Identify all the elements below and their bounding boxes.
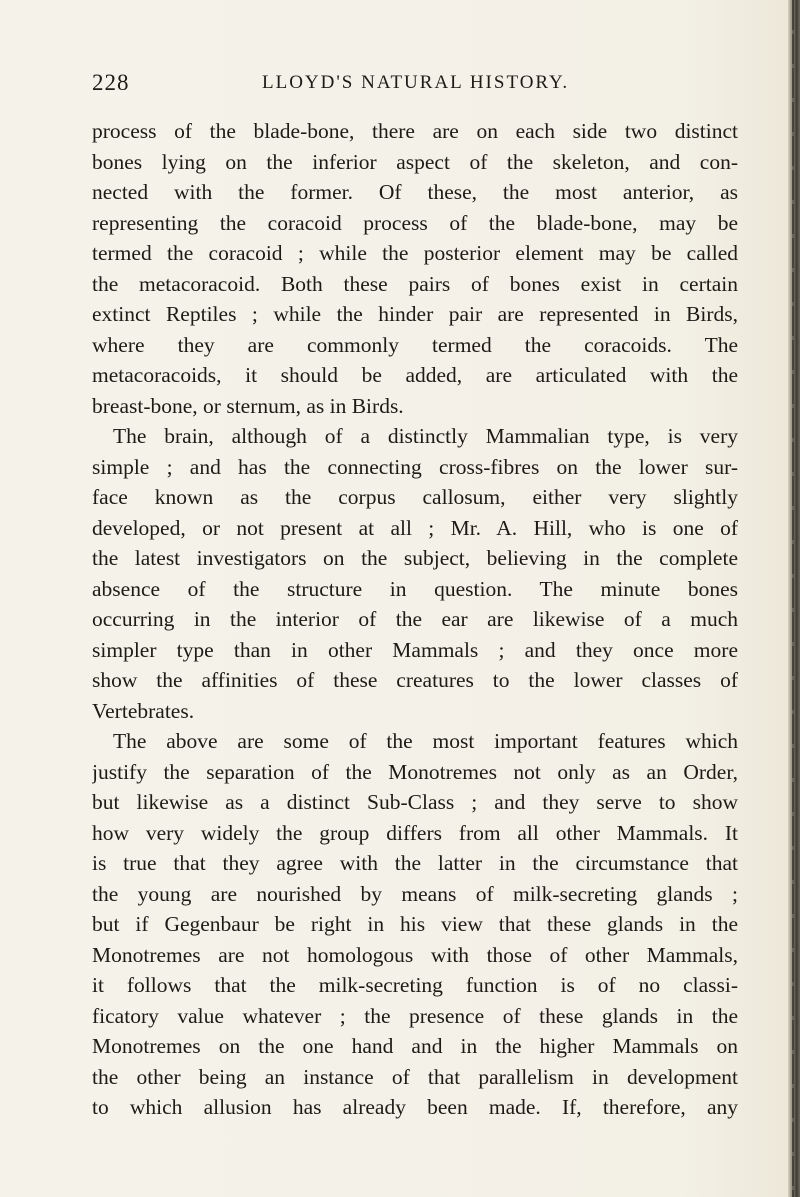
text-line: where they are commonly termed the coracoids. The bbox=[92, 332, 738, 357]
text-line: absence of the structure in question. The minute bones bbox=[92, 576, 738, 601]
text-line: ficatory value whatever ; the presence of these glands in the bbox=[92, 1003, 738, 1028]
text-line: occurring in the interior of the ear are likewise of a much bbox=[92, 607, 738, 631]
text-line: show the affinities of these creatures to the lower classes of bbox=[92, 668, 738, 692]
body-text bbox=[92, 116, 738, 1123]
text-line: how very widely the group differs from all other Mammals. It bbox=[92, 820, 738, 845]
text-line: to which allusion has already been made. If, therefore, any bbox=[92, 1095, 738, 1119]
text-line: the other being an instance of that parallelism in development bbox=[92, 1064, 738, 1089]
text-line: the young are nourished by means of milk-secreting glands ; bbox=[92, 881, 738, 906]
page-header bbox=[92, 70, 738, 98]
text-line: metacoracoids, it should be added, are articulated with the bbox=[92, 363, 738, 387]
text-line: process of the blade-bone, there are on each side two distinct bbox=[92, 119, 738, 143]
text-line: representing the coracoid process of the blade-bone, may be bbox=[92, 210, 738, 235]
text-line: it follows that the milk-secreting function is of no classi- bbox=[92, 973, 738, 997]
paragraph-first-line: The brain, although of a distinctly Mammalian type, is very bbox=[113, 424, 738, 448]
paragraph-last-line: breast-bone, or sternum, as in Birds. bbox=[92, 393, 404, 418]
text-line: simple ; and has the connecting cross-fibres on the lower sur- bbox=[92, 454, 738, 479]
text-line: the latest investigators on the subject, believing in the complete bbox=[92, 546, 738, 570]
text-line: Monotremes on the one hand and in the higher Mammals on bbox=[92, 1034, 738, 1058]
text-line: bones lying on the inferior aspect of the skeleton, and con- bbox=[92, 149, 738, 174]
text-line: nected with the former. Of these, the most anterior, as bbox=[92, 180, 738, 204]
text-line: Monotremes are not homologous with those of other Mammals, bbox=[92, 942, 738, 967]
text-line: but likewise as a distinct Sub-Class ; and they serve to show bbox=[92, 790, 738, 814]
text-line: extinct Reptiles ; while the hinder pair are represented in Birds, bbox=[92, 302, 738, 326]
paragraph-last-line: Vertebrates. bbox=[92, 698, 195, 723]
book-binding-edge bbox=[788, 0, 800, 1197]
text-line: simpler type than in other Mammals ; and they once more bbox=[92, 637, 738, 662]
text-line: termed the coracoid ; while the posterior element may be called bbox=[92, 241, 738, 265]
page-number: 228 bbox=[92, 70, 130, 95]
text-line: developed, or not present at all ; Mr. A. Hill, who is one of bbox=[92, 515, 738, 540]
paragraph-first-line: The above are some of the most important features which bbox=[113, 729, 738, 753]
text-line: but if Gegenbaur be right in his view that these glands in the bbox=[92, 912, 738, 936]
text-line: face known as the corpus callosum, either very slightly bbox=[92, 485, 738, 509]
text-line: is true that they agree with the latter in the circumstance that bbox=[92, 851, 738, 875]
text-line: the metacoracoid. Both these pairs of bones exist in certain bbox=[92, 271, 738, 296]
running-head: LLOYD'S NATURAL HISTORY. bbox=[262, 72, 570, 93]
text-line: justify the separation of the Monotremes not only as an Order, bbox=[92, 759, 738, 784]
